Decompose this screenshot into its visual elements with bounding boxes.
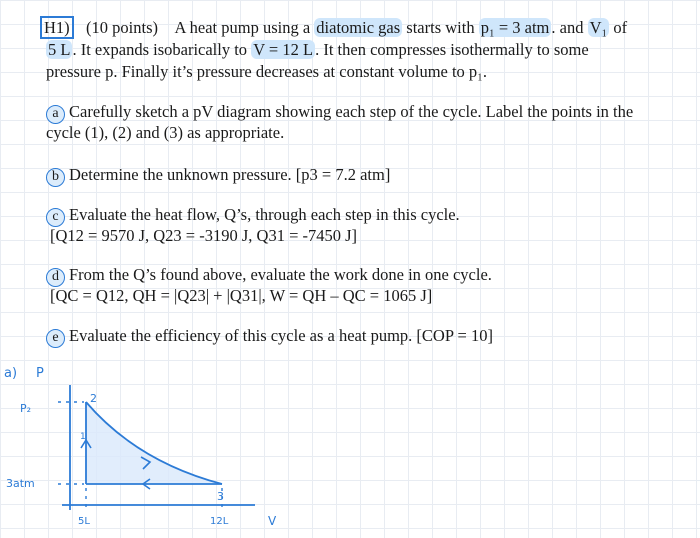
sketch-part-label: a) [4, 366, 18, 381]
part-d-line-2: [QC = Q12, QH = |Q23| + |Q31|, W = QH – QC = 1065 J] [50, 286, 433, 305]
gas-highlight: diatomic gas [316, 18, 401, 37]
part-d-marker: d [46, 268, 65, 287]
p2-label: P₂ [20, 402, 32, 415]
part-c-marker: c [46, 208, 65, 227]
problem-line-3: pressure p. Finally it’s pressure decreases at constant volume to p₁. [46, 62, 488, 81]
point-3-label: 3 [217, 490, 224, 503]
part-e-line-1: e Evaluate the efficiency of this cycle as a heat pump. [COP = 10] [46, 326, 493, 348]
part-d-line-1: d From the Q’s found above, evaluate the work done in one cycle. [46, 265, 492, 287]
problem-line-2: 5 L . It expands isobarically to V = 12 L . It then compresses isothermally to some [48, 40, 589, 59]
problem-line-1: H1) (10 points) A heat pump using a diatomic gas starts with p₁ = 3 atm . and V₁ of [40, 18, 627, 38]
cycle-fill [86, 402, 222, 484]
part-c-line-2: [Q12 = 9570 J, Q23 = -3190 J, Q31 = -7450 J] [50, 226, 358, 245]
part-e-marker: e [46, 329, 65, 348]
p1-label: 3atm [6, 477, 35, 490]
v1-value-highlight: 5 L [48, 40, 71, 59]
problem-points: (10 points) [86, 18, 159, 37]
part-a-marker: a [46, 105, 65, 124]
part-a-line-2: cycle (1), (2) and (3) as appropriate. [46, 123, 285, 142]
part-a-line-1: a Carefully sketch a pV diagram showing each step of the cycle. Label the points in the [46, 102, 633, 124]
problem-id: H1) [40, 16, 74, 39]
p1-highlight: p₁ = 3 atm [480, 18, 550, 37]
point-1-label: 1 [80, 432, 86, 442]
part-b-line-1: b Determine the unknown pressure. [p3 = 7.2 atm] [46, 165, 390, 187]
v2-highlight: V = 12 L [253, 40, 314, 59]
point-2-label: 2 [90, 392, 97, 405]
v1-highlight: V₁ [589, 18, 608, 37]
part-c-line-1: c Evaluate the heat flow, Q’s, through each step in this cycle. [46, 205, 460, 227]
v-tick-12l: 12L [210, 516, 229, 527]
p-axis-label: P [36, 366, 44, 381]
v-tick-5l: 5L [78, 516, 90, 527]
v-axis-label: V [268, 514, 277, 528]
part-b-marker: b [46, 168, 65, 187]
